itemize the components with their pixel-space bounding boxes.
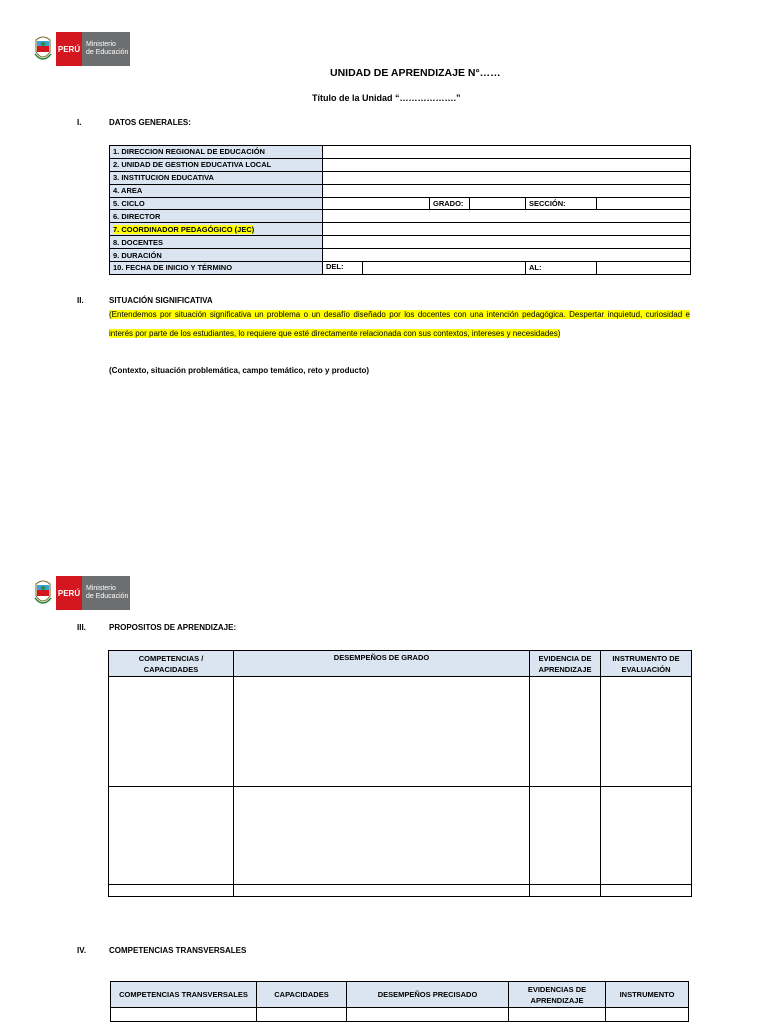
table-cell[interactable] [601, 677, 692, 787]
ministry-line2: de Educación [86, 49, 129, 56]
table-cell[interactable] [530, 885, 601, 897]
coat-of-arms-icon [32, 576, 54, 610]
table-cell[interactable] [234, 677, 530, 787]
table-row [111, 1008, 689, 1022]
del-cell[interactable] [363, 262, 525, 274]
table-cell[interactable] [234, 885, 530, 897]
row-label: 1. DIRECCION REGIONAL DE EDUCACIÓN [110, 146, 323, 159]
row-label: 6. DIRECTOR [110, 210, 323, 223]
table-cell[interactable] [109, 885, 234, 897]
table-cell[interactable] [530, 677, 601, 787]
header-instrumento: INSTRUMENTO [606, 982, 689, 1008]
ciclo-cell[interactable] [323, 197, 430, 210]
table-cell[interactable] [109, 787, 234, 885]
section-4-title: COMPETENCIAS TRANSVERSALES [109, 946, 247, 955]
minedu-logo [32, 576, 130, 610]
input-cell[interactable] [323, 171, 691, 184]
input-cell[interactable] [323, 158, 691, 171]
del-group [323, 262, 526, 275]
row-label: 3. INSTITUCION EDUCATIVA [110, 171, 323, 184]
section-1-title: DATOS GENERALES: [109, 118, 191, 127]
coat-of-arms-icon [32, 32, 54, 66]
section-3-title: PROPOSITOS DE APRENDIZAJE: [109, 623, 237, 632]
row-label [110, 223, 323, 236]
peru-badge: PERÚ [56, 32, 82, 66]
table-cell[interactable] [606, 1008, 689, 1022]
section-4-number: IV. [77, 946, 87, 955]
highlighted-paragraph: (Entendemos por situación significativa un problema o un desafío diseñado por los docentes con una intención pedagógica. Despertar inquietud, curiosidad e interés por parte de los estudiantes, lo requiere que esté directamente relacionada con sus contextos, intereses y necesidades) [109, 310, 690, 338]
header-capacidades: CAPACIDADES [257, 982, 347, 1008]
unit-title: Título de la Unidad “……………….” [312, 93, 461, 103]
row-label: 5. CICLO [110, 197, 323, 210]
header-desempenos: DESEMPEÑOS DE GRADO [234, 651, 530, 677]
section-3-number: III. [77, 623, 86, 632]
table-cell[interactable] [347, 1008, 509, 1022]
input-cell[interactable] [323, 146, 691, 159]
table-row [110, 262, 691, 275]
table-row [110, 171, 691, 184]
ministry-line1: Ministerio [86, 41, 116, 48]
table-cell[interactable] [601, 787, 692, 885]
ministry-label [82, 576, 130, 610]
input-cell[interactable] [323, 223, 691, 236]
table-row [110, 158, 691, 171]
propositos-table [108, 650, 692, 897]
table-cell[interactable] [530, 787, 601, 885]
del-label: DEL: [323, 262, 363, 274]
header-desempenos-precisado: DESEMPEÑOS PRECISADO [347, 982, 509, 1008]
seccion-cell[interactable] [597, 197, 691, 210]
situation-note: (Contexto, situación problemática, campo temático, reto y producto) [109, 366, 370, 375]
peru-badge: PERÚ [56, 576, 82, 610]
table-row [110, 146, 691, 159]
competencias-transversales-table [110, 981, 689, 1022]
input-cell[interactable] [323, 184, 691, 197]
grado-cell[interactable] [470, 197, 526, 210]
page-title: UNIDAD DE APRENDIZAJE N°…… [330, 67, 501, 79]
table-cell[interactable] [109, 677, 234, 787]
situation-paragraph [109, 305, 690, 343]
ministry-line2: de Educación [86, 593, 129, 600]
header-instrumento: INSTRUMENTO DE EVALUACIÓN [601, 651, 692, 677]
table-cell[interactable] [111, 1008, 257, 1022]
section-2-number: II. [77, 296, 84, 305]
table-row [109, 677, 692, 787]
input-cell[interactable] [323, 236, 691, 249]
table-row [110, 236, 691, 249]
input-cell[interactable] [323, 249, 691, 262]
section-2-title: SITUACIÓN SIGNIFICATIVA [109, 296, 213, 305]
table-cell[interactable] [257, 1008, 347, 1022]
row-label: 8. DOCENTES [110, 236, 323, 249]
table-cell[interactable] [509, 1008, 606, 1022]
table-row [110, 184, 691, 197]
row-label: 9. DURACIÓN [110, 249, 323, 262]
seccion-label: SECCIÓN: [526, 197, 597, 210]
row-label: 10. FECHA DE INICIO Y TÉRMINO [110, 262, 323, 275]
header-evidencias: EVIDENCIAS DE APRENDIZAJE [509, 982, 606, 1008]
section-1-number: I. [77, 118, 82, 127]
minedu-logo [32, 32, 130, 66]
header-evidencia: EVIDENCIA DE APRENDIZAJE [530, 651, 601, 677]
ministry-line1: Ministerio [86, 585, 116, 592]
ministry-label [82, 32, 130, 66]
table-row [110, 249, 691, 262]
row-label: 2. UNIDAD DE GESTION EDUCATIVA LOCAL [110, 158, 323, 171]
highlighted-label: 7. COORDINADOR PEDAGÓGICO (JEC) [113, 224, 255, 234]
al-cell[interactable] [597, 262, 691, 275]
table-row [109, 885, 692, 897]
table-header-row [109, 651, 692, 677]
table-cell[interactable] [234, 787, 530, 885]
table-cell[interactable] [601, 885, 692, 897]
grado-label: GRADO: [430, 197, 470, 210]
table-row [109, 787, 692, 885]
row-label: 4. AREA [110, 184, 323, 197]
al-label: AL: [526, 262, 597, 275]
header-competencias-transversales: COMPETENCIAS TRANSVERSALES [111, 982, 257, 1008]
input-cell[interactable] [323, 210, 691, 223]
header-competencias: COMPETENCIAS / CAPACIDADES [109, 651, 234, 677]
table-row [110, 210, 691, 223]
table-header-row [111, 982, 689, 1008]
datos-generales-table [109, 145, 691, 275]
table-row [110, 197, 691, 210]
table-row [110, 223, 691, 236]
